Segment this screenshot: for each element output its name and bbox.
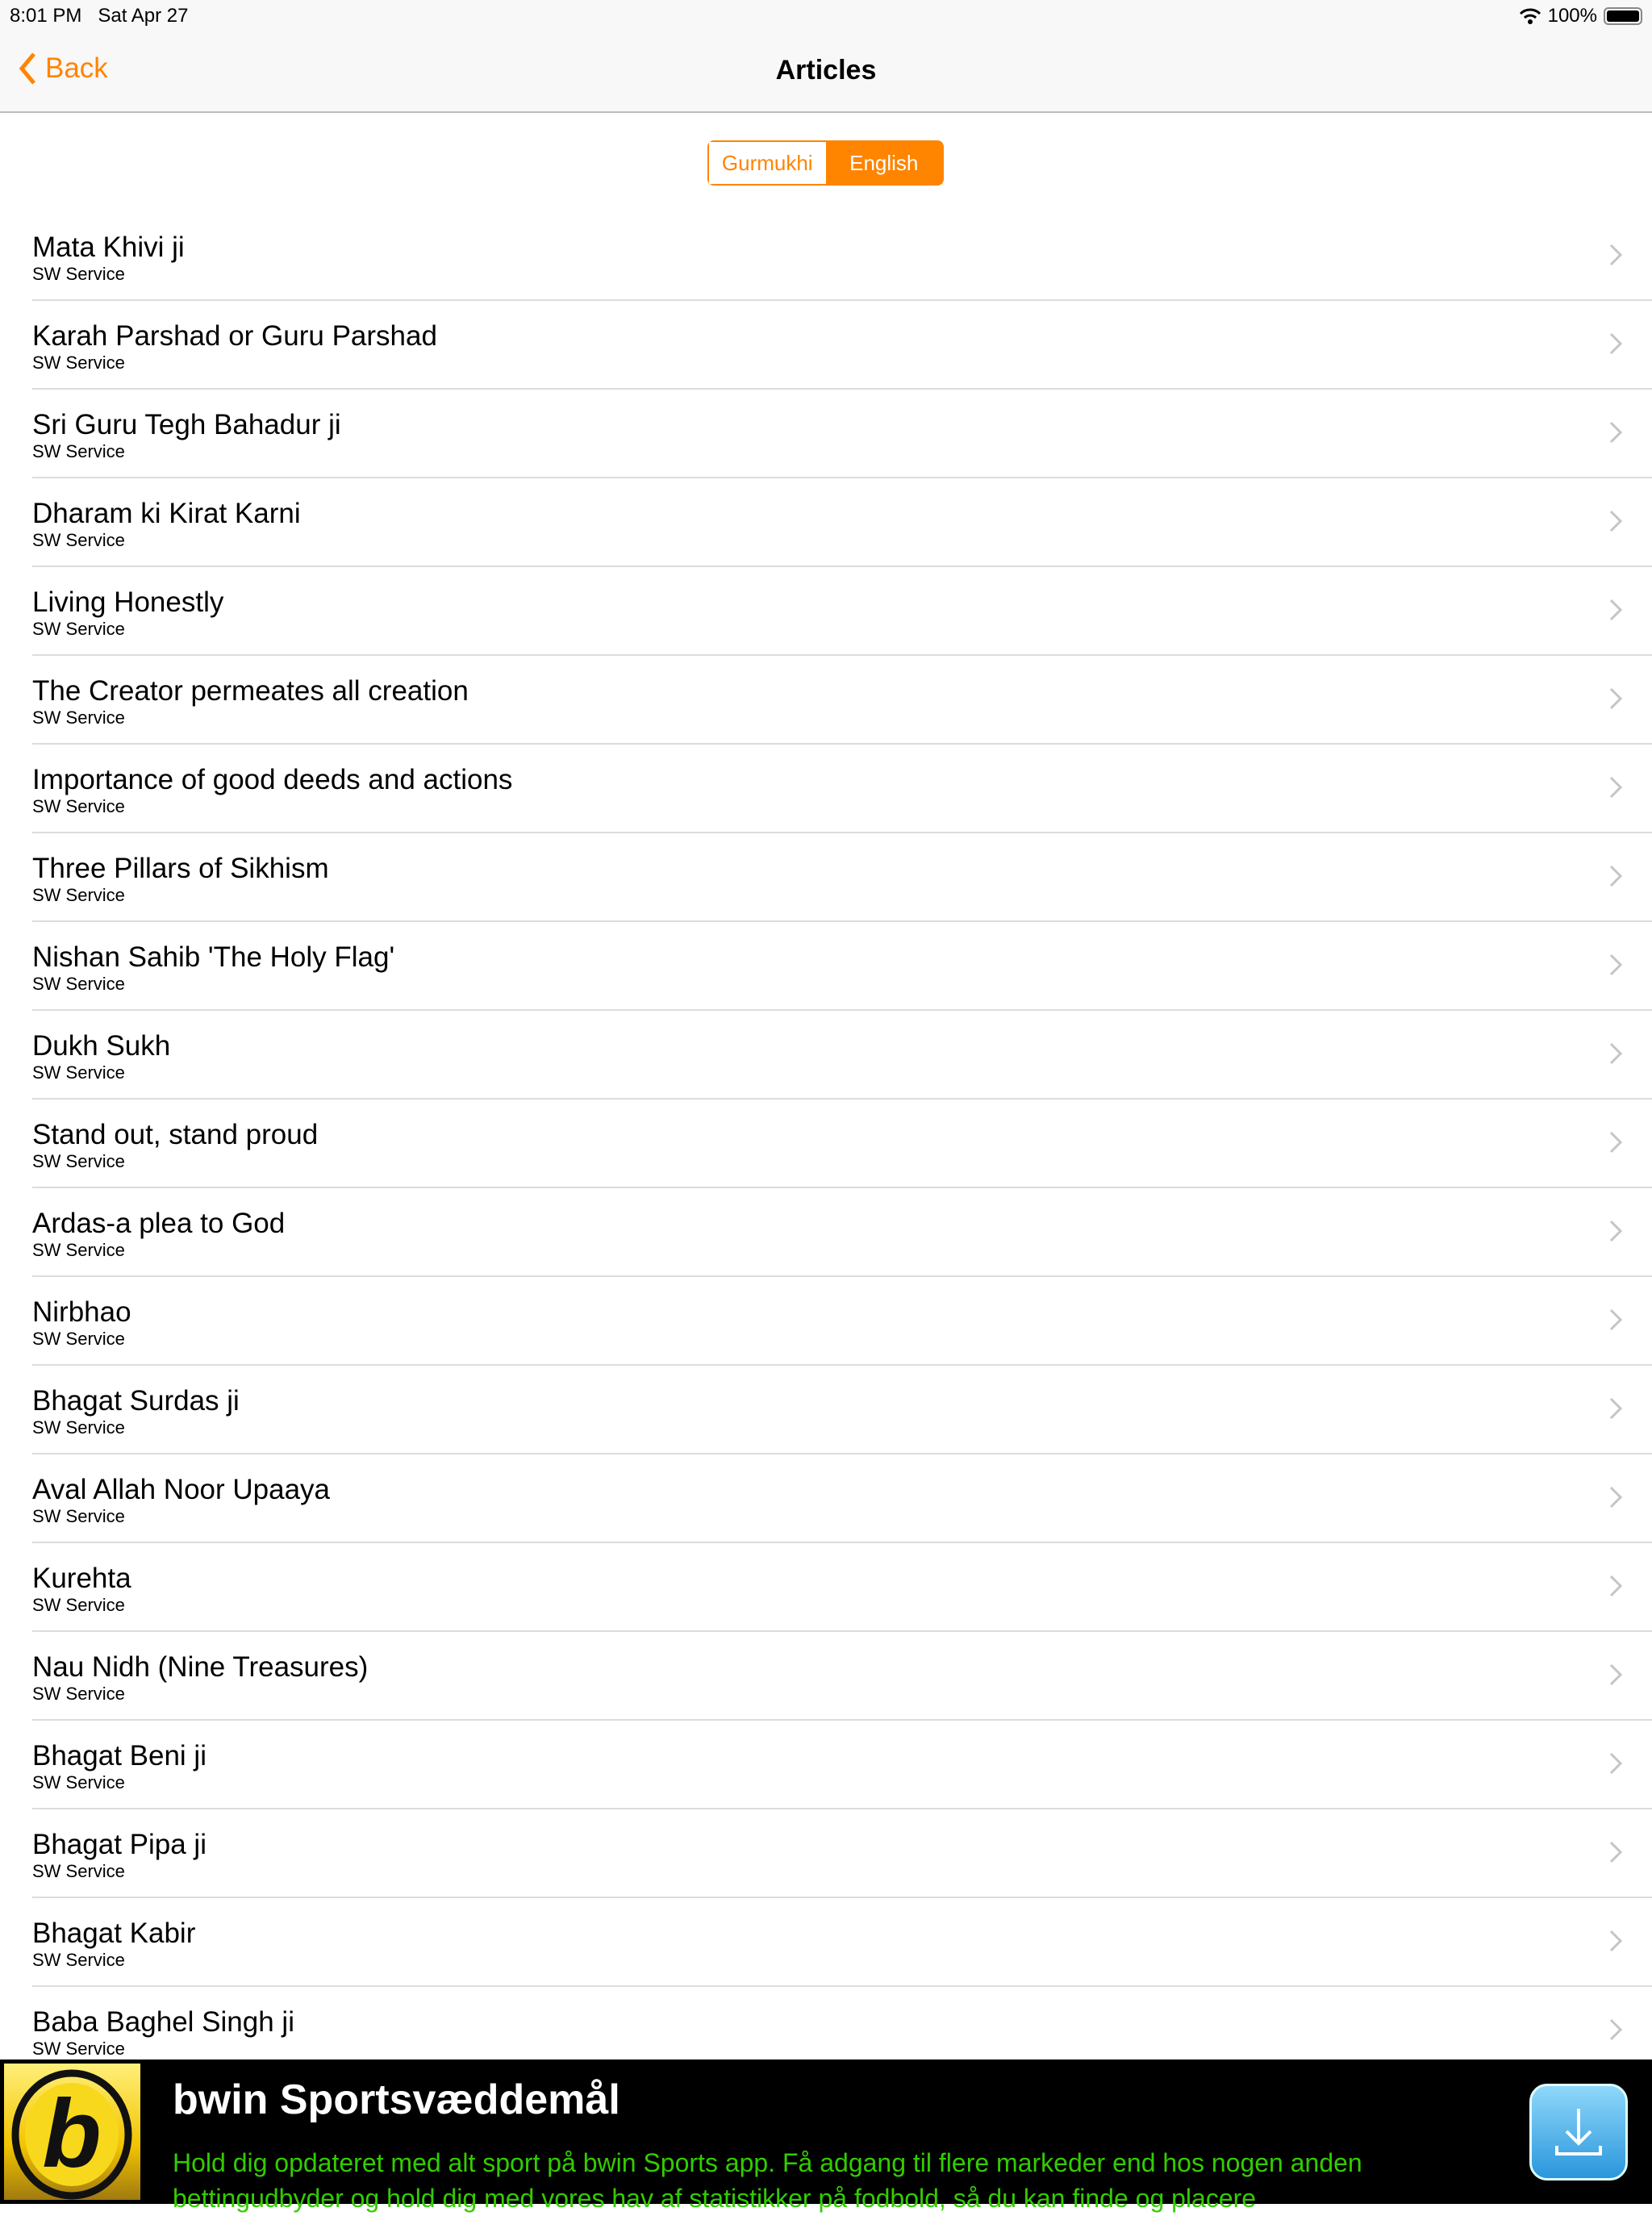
- article-title: Ardas-a plea to God: [32, 1208, 286, 1239]
- segment-english[interactable]: English: [826, 142, 943, 184]
- article-row[interactable]: [32, 745, 1652, 833]
- article-subtitle: SW Service: [32, 1151, 125, 1171]
- chevron-right-icon: [1608, 775, 1623, 799]
- article-title: Nirbhao: [32, 1296, 131, 1328]
- article-subtitle: SW Service: [32, 1861, 125, 1881]
- article-subtitle: SW Service: [32, 1417, 125, 1438]
- article-row[interactable]: [32, 567, 1652, 656]
- chevron-right-icon: [1608, 1663, 1623, 1687]
- article-title: Bhagat Beni ji: [32, 1740, 206, 1772]
- segment-gurmukhi[interactable]: Gurmukhi: [709, 142, 826, 184]
- chevron-right-icon: [1608, 509, 1623, 533]
- article-row[interactable]: [32, 1809, 1652, 1898]
- chevron-right-icon: [1608, 864, 1623, 888]
- article-subtitle: SW Service: [32, 1772, 125, 1792]
- article-subtitle: SW Service: [32, 264, 125, 284]
- article-title: Nishan Sahib 'The Holy Flag': [32, 941, 395, 973]
- article-title: Dukh Sukh: [32, 1030, 171, 1062]
- article-row[interactable]: [32, 833, 1652, 922]
- status-bar: [0, 0, 1652, 32]
- article-title: Kurehta: [32, 1563, 131, 1594]
- article-title: Mata Khivi ji: [32, 232, 185, 263]
- back-label: Back: [45, 52, 108, 84]
- article-row[interactable]: [32, 478, 1652, 567]
- chevron-right-icon: [1608, 1840, 1623, 1864]
- articles-list: [0, 212, 1652, 2076]
- chevron-right-icon: [1608, 1485, 1623, 1509]
- article-row[interactable]: [32, 1898, 1652, 1987]
- ad-title: bwin Sportsvæddemål: [173, 2076, 620, 2123]
- battery-percent: 100%: [1547, 5, 1597, 27]
- article-subtitle: SW Service: [32, 619, 125, 639]
- article-row[interactable]: [32, 1632, 1652, 1721]
- article-title: Three Pillars of Sikhism: [32, 853, 329, 884]
- article-subtitle: SW Service: [32, 1506, 125, 1526]
- battery-icon: [1604, 7, 1642, 25]
- chevron-right-icon: [1608, 420, 1623, 444]
- bwin-logo: [4, 2064, 140, 2200]
- chevron-right-icon: [1608, 687, 1623, 711]
- ad-description: Hold dig opdateret med alt sport på bwin Sports app. Få adgang til flere markeder end hos nogen anden bettingudbyder og hold dig med vores hav af statistikker på fodbold, så du kan finde og placere: [173, 2148, 1362, 2213]
- article-title: Aval Allah Noor Upaaya: [32, 1474, 331, 1505]
- chevron-right-icon: [1608, 1308, 1623, 1332]
- article-row[interactable]: [32, 1543, 1652, 1632]
- article-subtitle: SW Service: [32, 1062, 125, 1083]
- article-subtitle: SW Service: [32, 1684, 125, 1704]
- svg-text:b: b: [42, 2080, 102, 2188]
- status-time: 8:01 PM: [10, 5, 82, 27]
- article-subtitle: SW Service: [32, 1329, 125, 1349]
- article-title: Stand out, stand proud: [32, 1119, 319, 1150]
- article-subtitle: SW Service: [32, 974, 125, 994]
- chevron-right-icon: [1608, 2018, 1623, 2042]
- article-subtitle: SW Service: [32, 441, 125, 461]
- article-subtitle: SW Service: [32, 1950, 125, 1970]
- article-title: Living Honestly: [32, 586, 224, 618]
- chevron-right-icon: [1608, 1130, 1623, 1154]
- article-row[interactable]: [32, 922, 1652, 1011]
- article-subtitle: SW Service: [32, 2039, 125, 2059]
- article-title: Dharam ki Kirat Karni: [32, 498, 301, 529]
- chevron-right-icon: [1608, 332, 1623, 356]
- article-row[interactable]: [32, 212, 1652, 301]
- chevron-right-icon: [1608, 1751, 1623, 1776]
- article-row[interactable]: [32, 1366, 1652, 1454]
- download-button[interactable]: [1529, 2084, 1628, 2181]
- article-row[interactable]: [32, 1100, 1652, 1188]
- article-row[interactable]: [32, 1721, 1652, 1809]
- article-title: Bhagat Surdas ji: [32, 1385, 240, 1417]
- navigation-bar: [0, 32, 1652, 113]
- article-subtitle: SW Service: [32, 353, 125, 373]
- article-row[interactable]: [32, 1188, 1652, 1277]
- article-subtitle: SW Service: [32, 707, 125, 728]
- status-time-date: [10, 5, 188, 27]
- article-subtitle: SW Service: [32, 796, 125, 816]
- download-icon: [1550, 2104, 1607, 2160]
- article-row[interactable]: [32, 1454, 1652, 1543]
- chevron-right-icon: [1608, 1396, 1623, 1421]
- article-subtitle: SW Service: [32, 1595, 125, 1615]
- article-subtitle: SW Service: [32, 885, 125, 905]
- article-subtitle: SW Service: [32, 1240, 125, 1260]
- ad-banner[interactable]: [0, 2060, 1652, 2213]
- article-row[interactable]: [32, 390, 1652, 478]
- article-title: Bhagat Pipa ji: [32, 1829, 206, 1860]
- article-title: Sri Guru Tegh Bahadur ji: [32, 409, 341, 440]
- chevron-right-icon: [1608, 1929, 1623, 1953]
- chevron-right-icon: [1608, 1219, 1623, 1243]
- chevron-right-icon: [1608, 953, 1623, 977]
- article-title: Bhagat Kabir: [32, 1918, 196, 1949]
- article-subtitle: SW Service: [32, 530, 125, 550]
- chevron-right-icon: [1608, 1574, 1623, 1598]
- article-row[interactable]: [32, 301, 1652, 390]
- chevron-right-icon: [1608, 598, 1623, 622]
- article-title: Karah Parshad or Guru Parshad: [32, 320, 437, 352]
- article-row[interactable]: [32, 1011, 1652, 1100]
- article-title: The Creator permeates all creation: [32, 675, 469, 707]
- wifi-icon: [1519, 7, 1541, 25]
- article-title: Baba Baghel Singh ji: [32, 2006, 294, 2038]
- page-title: Articles: [775, 55, 877, 86]
- status-date: Sat Apr 27: [98, 5, 189, 27]
- article-title: Importance of good deeds and actions: [32, 764, 513, 795]
- article-title: Nau Nidh (Nine Treasures): [32, 1651, 369, 1683]
- chevron-right-icon: [1608, 243, 1623, 267]
- article-row[interactable]: [32, 656, 1652, 745]
- chevron-right-icon: [1608, 1041, 1623, 1066]
- language-segmented-control[interactable]: [707, 140, 944, 186]
- article-row[interactable]: [32, 1277, 1652, 1366]
